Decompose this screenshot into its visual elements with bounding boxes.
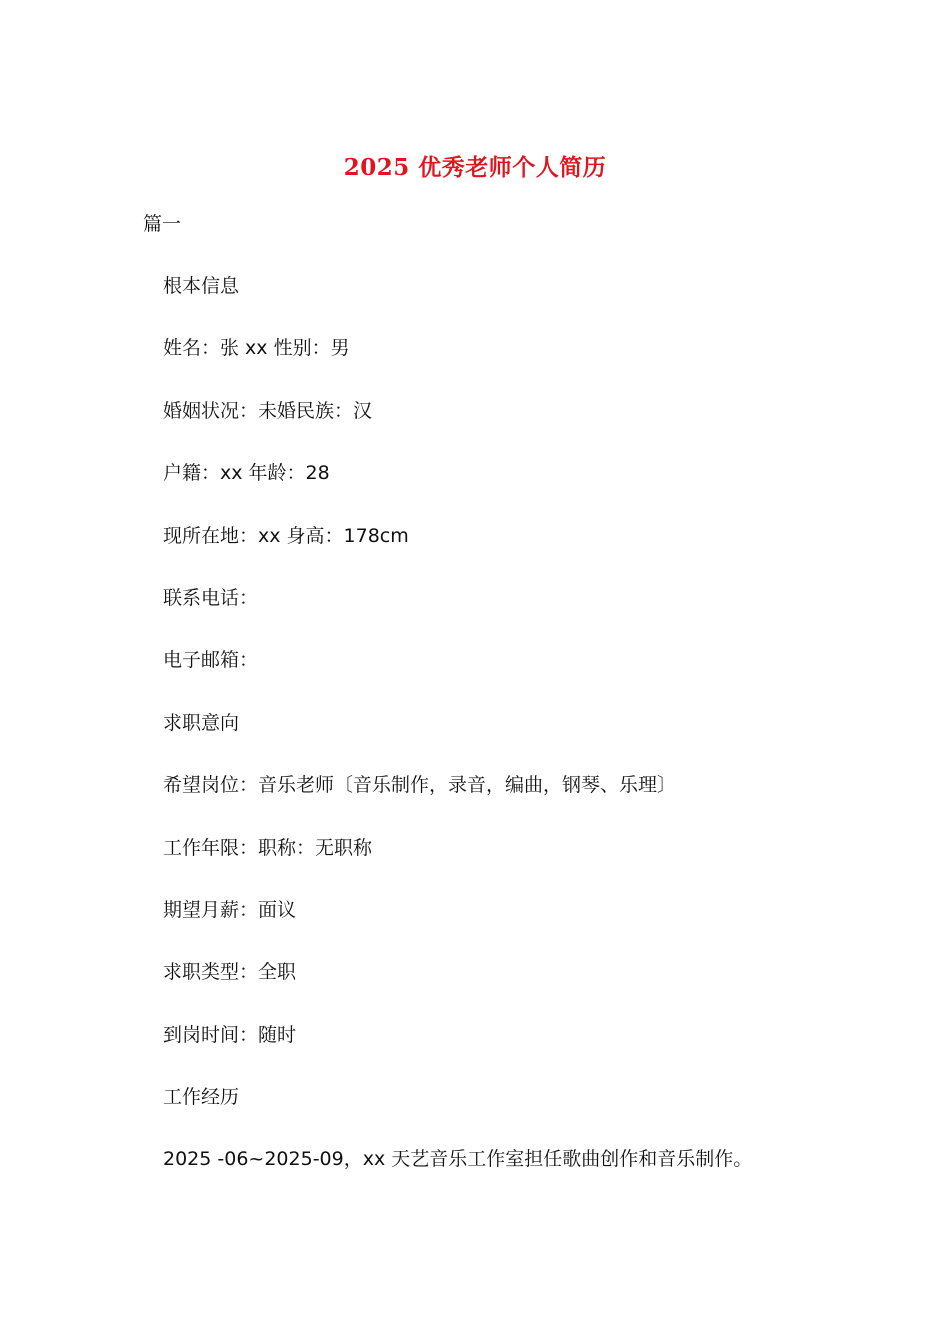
- desired-position-line: 希望岗位：音乐老师〔音乐制作，录音，编曲，钢琴、乐理〕: [163, 774, 677, 797]
- years-title-line: 工作年限：职称：无职称: [163, 836, 373, 859]
- location-height-line: 现所在地：xx 身高：178cm: [163, 524, 409, 547]
- document-title: 2025 优秀老师个人简历: [343, 154, 607, 181]
- heading-basic-info: 根本信息: [163, 275, 240, 297]
- resume-body: [163, 272, 752, 1208]
- heading-job-intention: 求职意向: [163, 711, 240, 734]
- hukou-age-line: 户籍：xx 年龄：28: [163, 462, 330, 485]
- work-experience-entry: 2025 -06~2025-09，xx 天艺音乐工作室担任歌曲创作和音乐制作。: [163, 1148, 753, 1171]
- expected-salary-line: 期望月薪：面议: [163, 898, 297, 921]
- section-label: 篇一: [143, 213, 182, 235]
- heading-work-experience: 工作经历: [163, 1086, 240, 1109]
- phone-line: 联系电话：: [163, 586, 259, 609]
- email-line: 电子邮箱：: [163, 649, 259, 672]
- availability-line: 到岗时间：随时: [163, 1023, 297, 1046]
- marital-ethnicity-line: 婚姻状况：未婚民族：汉: [163, 399, 373, 422]
- job-type-line: 求职类型：全职: [163, 961, 297, 984]
- name-gender-line: 姓名：张 xx 性别：男: [163, 337, 350, 360]
